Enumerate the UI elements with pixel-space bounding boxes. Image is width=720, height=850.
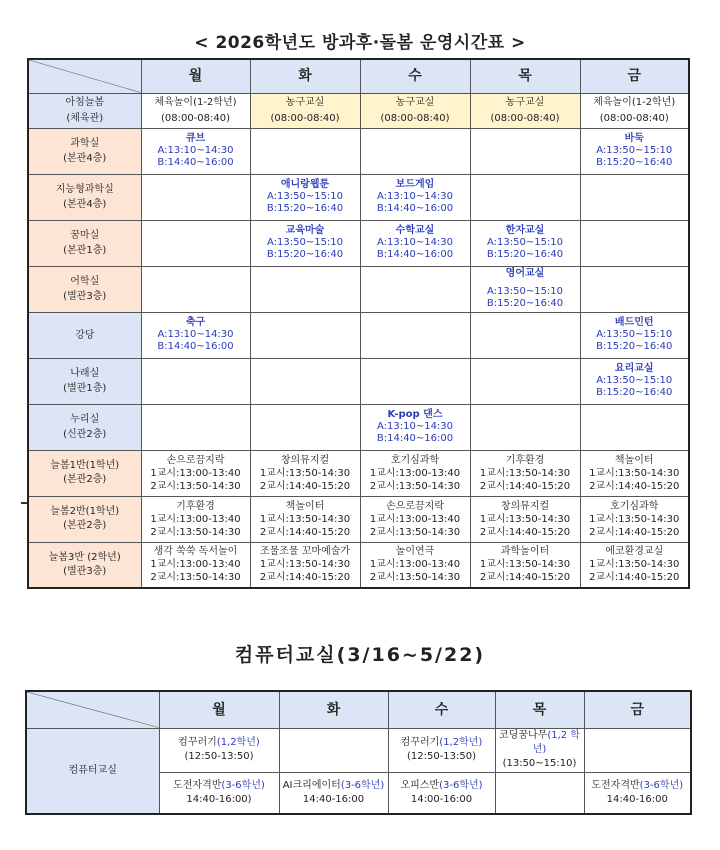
row-header-room: 나래실 (별관1층) <box>28 358 141 404</box>
neulbom-cell-wed <box>360 542 470 588</box>
program-name: 한자교실 <box>505 225 545 236</box>
program-time: 14:00-16:00 <box>410 793 473 805</box>
program-name: K-pop 댄스 <box>387 409 443 420</box>
program-name: 손으로끔지락 <box>386 500 444 512</box>
corner-diagonal-cell <box>28 59 141 93</box>
program-cell-thu <box>470 220 580 266</box>
program-cell-tue <box>250 404 360 450</box>
program-cell-mon <box>141 128 250 174</box>
row-header-room: 과학실 (본관4층) <box>28 128 141 174</box>
neulbom-cell-thu <box>470 542 580 588</box>
session-a-time: A:13:10~14:30 <box>157 329 234 340</box>
program-cell-fri <box>580 404 689 450</box>
neulbom-cell-wed <box>360 450 470 496</box>
program-cell-fri <box>580 358 689 404</box>
period-1-time: 1교시:13:50-14:30 <box>479 559 571 571</box>
program-cell-tue <box>250 128 360 174</box>
session-a-time: A:13:50~15:10 <box>266 237 344 248</box>
program-time: 14:40-16:00) <box>186 793 252 805</box>
session-a-time: A:13:50~15:10 <box>596 375 673 386</box>
program-cell-thu <box>470 266 580 312</box>
period-1-time: 1교시:13:00-13:40 <box>369 467 461 479</box>
period-2-time: 2교시:14:40-15:20 <box>259 526 351 538</box>
computer-cell-thu <box>495 728 584 772</box>
session-b-time: B:15:20~16:40 <box>596 387 673 398</box>
day-header-wed: 수 <box>360 59 470 93</box>
program-name: 호기심과학 <box>390 454 440 466</box>
computer-cell-tue <box>279 772 388 814</box>
period-2-time: 2교시:14:40-15:20 <box>479 480 571 492</box>
room-row <box>28 128 689 174</box>
session-b-time: B:14:40~16:00 <box>376 203 454 214</box>
program-cell-wed <box>360 312 470 358</box>
program-name: 창의뮤지컬 <box>280 454 330 466</box>
program-cell-wed <box>360 404 470 450</box>
period-2-time: 2교시:13:50-14:30 <box>369 572 461 584</box>
program-cell-wed <box>360 358 470 404</box>
period-2-time: 2교시:14:40-15:20 <box>479 526 571 538</box>
computer-section-title: 컴퓨터교실(3/16~5/22) <box>234 644 486 666</box>
neulbom-cell-wed <box>360 496 470 542</box>
day-header-fri: 금 <box>580 59 689 93</box>
program-name: 조물조물 꼬마예술가 <box>259 546 351 558</box>
row-header-neulbom: 늘봄3반 (2학년) (별관3층) <box>28 542 141 588</box>
program-name: 도전자격반 <box>173 779 222 791</box>
computer-cell-thu <box>495 772 584 814</box>
grade-range: (1,2 학년) <box>532 730 580 755</box>
program-name: 기후환경 <box>505 454 545 466</box>
program-cell-wed <box>360 266 470 312</box>
computer-day-thu: 목 <box>495 691 584 728</box>
computer-cell-mon <box>159 772 279 814</box>
session-a-time: A:13:50~15:10 <box>596 329 673 340</box>
program-cell-fri <box>580 220 689 266</box>
session-a-time: A:13:10~14:30 <box>157 145 234 156</box>
computer-day-wed: 수 <box>388 691 495 728</box>
program-cell-mon <box>141 220 250 266</box>
computer-day-tue: 화 <box>279 691 388 728</box>
session-a-time: A:13:50~15:10 <box>486 286 564 297</box>
program-cell-mon <box>141 266 250 312</box>
period-2-time: 2교시:13:50-14:30 <box>150 526 241 538</box>
period-2-time: 2교시:14:40-15:20 <box>589 480 680 492</box>
program-name: 영어교실 <box>505 268 545 279</box>
program-name: 수학교실 <box>395 225 435 236</box>
row-header-room: 강당 <box>28 312 141 358</box>
grade-range: (3-6학년) <box>639 779 684 791</box>
session-a-time: A:13:10~14:30 <box>376 237 454 248</box>
session-b-time: B:15:20~16:40 <box>596 341 673 352</box>
room-row <box>28 358 689 404</box>
morning-cell-wed: 농구교실 (08:00-08:40) <box>360 93 470 128</box>
morning-cell-thu: 농구교실 (08:00-08:40) <box>470 93 580 128</box>
computer-row <box>26 728 691 772</box>
program-cell-mon <box>141 358 250 404</box>
session-b-time: B:15:20~16:40 <box>266 249 344 260</box>
program-cell-fri <box>580 128 689 174</box>
program-time: (12:50-13:50) <box>406 751 477 762</box>
program-cell-thu <box>470 128 580 174</box>
row-header-room: 누리실 (신관2층) <box>28 404 141 450</box>
program-cell-thu <box>470 174 580 220</box>
morning-row <box>28 93 689 128</box>
row-header-computer: 컴퓨터교실 <box>26 728 159 814</box>
program-name: 오피스반 <box>400 779 440 791</box>
session-a-time: A:13:50~15:10 <box>266 191 344 202</box>
program-name: 놀이연극 <box>395 546 435 558</box>
period-1-time: 1교시:13:00-13:40 <box>150 559 241 571</box>
program-name: 창의뮤지컬 <box>500 500 550 512</box>
program-time: (12:50-13:50) <box>184 751 254 762</box>
period-2-time: 2교시:13:50-14:30 <box>369 526 461 538</box>
grade-range: (1,2학년) <box>439 737 483 748</box>
period-1-time: 1교시:13:00-13:40 <box>369 513 461 525</box>
computer-cell-tue <box>279 728 388 772</box>
program-name: 요리교실 <box>614 363 654 374</box>
period-1-time: 1교시:13:50-14:30 <box>479 467 571 479</box>
program-name: 호기심과학 <box>610 500 659 512</box>
schedule-table <box>27 58 690 589</box>
program-cell-wed <box>360 128 470 174</box>
program-cell-thu <box>470 404 580 450</box>
neulbom-cell-thu <box>470 496 580 542</box>
period-2-time: 2교시:14:40-15:20 <box>259 572 351 584</box>
program-cell-tue <box>250 266 360 312</box>
session-b-time: B:15:20~16:40 <box>486 249 564 260</box>
grade-range: (3-6학년) <box>439 779 483 791</box>
session-b-time: B:14:40~16:00 <box>157 341 234 352</box>
program-name: 큐브 <box>185 133 206 144</box>
period-1-time: 1교시:13:50-14:30 <box>479 513 571 525</box>
period-2-time: 2교시:13:50-14:30 <box>150 480 241 492</box>
period-1-time: 1교시:13:50-14:30 <box>589 513 680 525</box>
computer-day-fri: 금 <box>584 691 691 728</box>
neulbom-cell-tue <box>250 542 360 588</box>
period-2-time: 2교시:14:40-15:20 <box>479 572 571 584</box>
computer-cell-fri <box>584 728 691 772</box>
neulbom-cell-fri <box>580 450 689 496</box>
session-b-time: B:14:40~16:00 <box>376 249 454 260</box>
period-1-time: 1교시:13:50-14:30 <box>259 559 351 571</box>
row-header-room: 어학실 (별관3층) <box>28 266 141 312</box>
neulbom-cell-fri <box>580 542 689 588</box>
computer-corner-diagonal-cell <box>26 691 159 728</box>
period-1-time: 1교시:13:50-14:30 <box>259 467 351 479</box>
program-cell-fri <box>580 174 689 220</box>
program-cell-thu <box>470 358 580 404</box>
program-name: 애니랑웹툰 <box>280 179 330 190</box>
morning-cell-tue: 농구교실 (08:00-08:40) <box>250 93 360 128</box>
session-a-time: A:13:50~15:10 <box>596 145 673 156</box>
program-name: 책놀이터 <box>285 500 325 512</box>
day-header-thu: 목 <box>470 59 580 93</box>
period-2-time: 2교시:14:40-15:20 <box>589 526 680 538</box>
session-a-time: A:13:10~14:30 <box>376 191 454 202</box>
room-row <box>28 174 689 220</box>
room-row <box>28 266 689 312</box>
program-name: 생각 쑥쑥 독서놀이 <box>153 546 238 558</box>
program-cell-tue <box>250 220 360 266</box>
program-name: 바둑 <box>624 133 644 144</box>
grade-range: (3-6학년) <box>340 779 385 791</box>
session-b-time: B:14:40~16:00 <box>157 157 234 168</box>
program-name: 기후환경 <box>176 500 215 512</box>
computer-cell-wed <box>388 772 495 814</box>
session-a-time: A:13:10~14:30 <box>376 421 454 432</box>
period-1-time: 1교시:13:00-13:40 <box>369 559 461 571</box>
neulbom-cell-mon <box>141 496 250 542</box>
program-cell-mon <box>141 404 250 450</box>
program-name: 컴꾸러기 <box>400 737 440 748</box>
day-header-mon: 월 <box>141 59 250 93</box>
page-title: < 2026학년도 방과후·돌봄 운영시간표 > <box>194 33 526 53</box>
neulbom-cell-tue <box>250 450 360 496</box>
program-cell-wed <box>360 220 470 266</box>
header-row <box>28 59 689 93</box>
program-name: 책놀이터 <box>614 454 654 466</box>
program-name: 배드민턴 <box>614 317 654 328</box>
neulbom-row <box>28 496 689 542</box>
program-name: 과학놀이터 <box>500 546 550 558</box>
day-header-tue: 화 <box>250 59 360 93</box>
computer-header-row <box>26 691 691 728</box>
session-b-time: B:14:40~16:00 <box>376 433 454 444</box>
neulbom-cell-fri <box>580 496 689 542</box>
computer-cell-fri <box>584 772 691 814</box>
period-1-time: 1교시:13:50-14:30 <box>589 467 680 479</box>
session-b-time: B:15:20~16:40 <box>596 157 673 168</box>
program-name: 손으로끔지락 <box>166 454 225 466</box>
morning-cell-mon: 체육놀이(1-2학년) (08:00-08:40) <box>141 93 250 128</box>
row-header-room: 지능형과학실 (본관4층) <box>28 174 141 220</box>
program-cell-tue <box>250 358 360 404</box>
period-2-time: 2교시:13:50-14:30 <box>369 480 461 492</box>
computer-cell-wed <box>388 728 495 772</box>
period-1-time: 1교시:13:50-14:30 <box>259 513 351 525</box>
row-header-morning: 아침늘봄 (체육관) <box>28 93 141 128</box>
program-cell-thu <box>470 312 580 358</box>
program-cell-fri <box>580 312 689 358</box>
neulbom-cell-mon <box>141 450 250 496</box>
room-row <box>28 220 689 266</box>
neulbom-row <box>28 542 689 588</box>
session-a-time: A:13:50~15:10 <box>486 237 564 248</box>
period-1-time: 1교시:13:00-13:40 <box>150 467 241 479</box>
program-name: AI크리에이터 <box>282 779 341 791</box>
neulbom-cell-tue <box>250 496 360 542</box>
row-header-neulbom: 늘봄2반(1학년) (본관2층) <box>28 496 141 542</box>
period-1-time: 1교시:13:50-14:30 <box>589 559 680 571</box>
program-cell-mon <box>141 312 250 358</box>
program-cell-mon <box>141 174 250 220</box>
grade-range: (3-6학년) <box>221 779 265 791</box>
program-time: (13:50~15:10) <box>502 758 577 769</box>
program-name: 도전자격반 <box>591 779 640 791</box>
grade-range: (1,2학년) <box>216 737 260 748</box>
computer-cell-mon <box>159 728 279 772</box>
period-1-time: 1교시:13:00-13:40 <box>150 513 241 525</box>
row-header-room: 꿈마실 (본관1층) <box>28 220 141 266</box>
period-2-time: 2교시:13:50-14:30 <box>150 572 241 584</box>
morning-cell-fri: 체육놀이(1-2학년) (08:00-08:40) <box>580 93 689 128</box>
neulbom-row <box>28 450 689 496</box>
program-time: 14:40-16:00 <box>606 793 668 805</box>
program-name: 축구 <box>185 317 206 328</box>
program-cell-tue <box>250 174 360 220</box>
room-row <box>28 312 689 358</box>
program-name: 에코환경교실 <box>605 546 664 558</box>
session-b-time: B:15:20~16:40 <box>486 298 564 309</box>
program-cell-wed <box>360 174 470 220</box>
neulbom-cell-thu <box>470 450 580 496</box>
program-name: 교육마술 <box>285 225 325 236</box>
computer-day-mon: 월 <box>159 691 279 728</box>
room-row <box>28 404 689 450</box>
program-name: 컴꾸러기 <box>178 737 217 748</box>
period-2-time: 2교시:14:40-15:20 <box>259 480 351 492</box>
computer-schedule-table <box>25 690 692 815</box>
program-name: 보드게임 <box>395 179 435 190</box>
program-cell-tue <box>250 312 360 358</box>
program-name: 코딩꿈나무 <box>499 730 548 741</box>
row-header-neulbom: 늘봄1반(1학년) (본관2층) <box>28 450 141 496</box>
program-cell-fri <box>580 266 689 312</box>
neulbom-cell-mon <box>141 542 250 588</box>
session-b-time: B:15:20~16:40 <box>266 203 344 214</box>
program-time: 14:40-16:00 <box>302 793 365 805</box>
period-2-time: 2교시:14:40-15:20 <box>589 572 680 584</box>
